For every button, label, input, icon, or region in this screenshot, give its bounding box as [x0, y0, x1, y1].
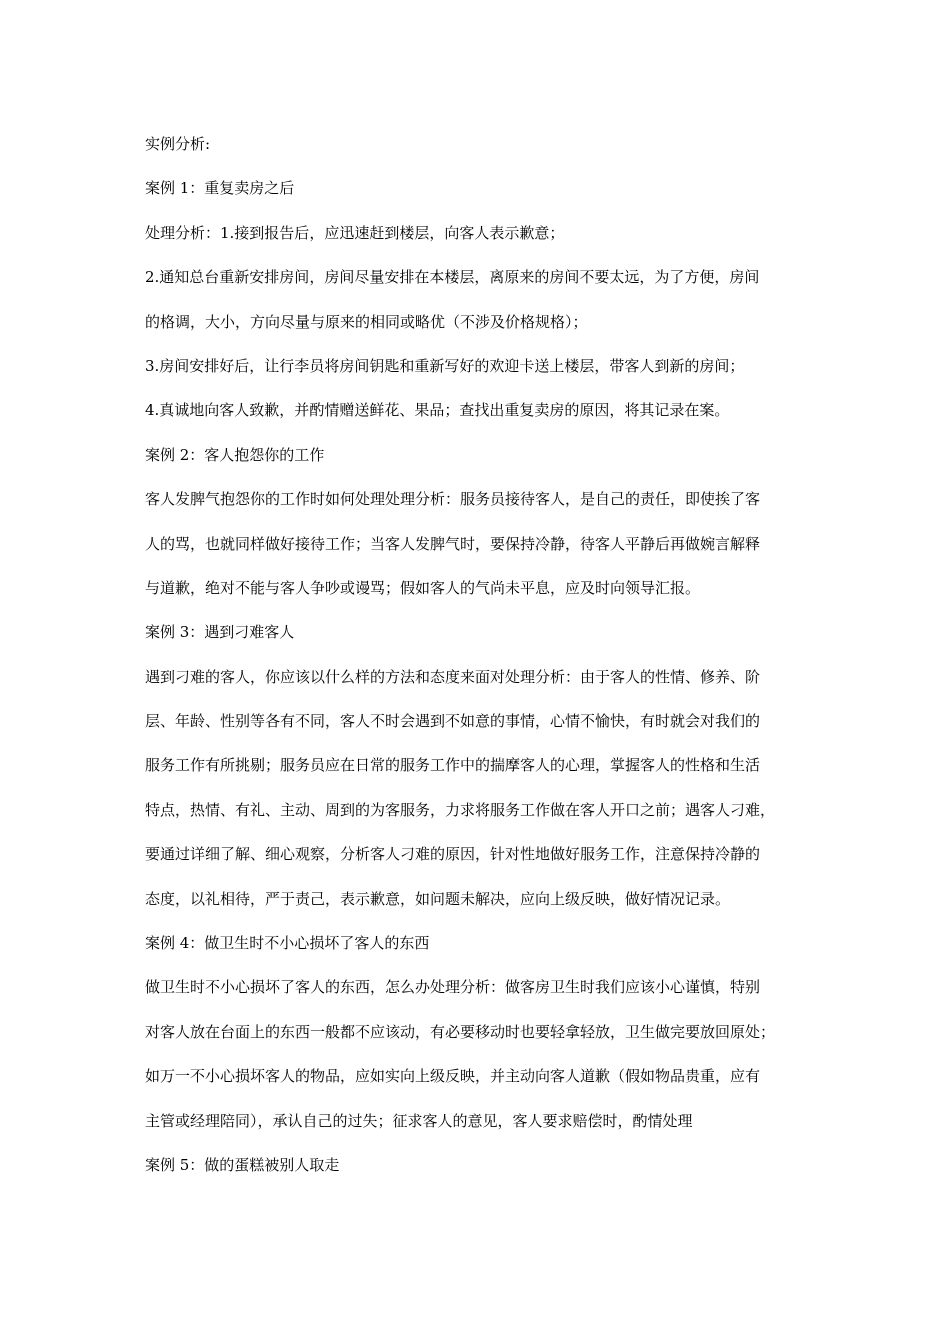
paragraph-line: 客人发脾气抱怨你的工作时如何处理处理分析：服务员接待客人，是自己的责任，即使挨了客 — [145, 490, 761, 509]
paragraph-line: 4.真诚地向客人致歉，并酌情赠送鲜花、果品；查找出重复卖房的原因，将其记录在案。 — [145, 401, 730, 420]
paragraph-line: 态度，以礼相待，严于责己，表示歉意，如问题未解决，应向上级反映，做好情况记录。 — [145, 889, 731, 908]
paragraph-line: 特点，热情、有礼、主动、周到的为客服务，力求将服务工作做在客人开口之前；遇客人刁难， — [145, 800, 776, 819]
paragraph-line: 对客人放在台面上的东西一般都不应该动，有必要移动时也要轻拿轻放，卫生做完要放回原处； — [145, 1022, 776, 1041]
paragraph-line: 如万一不小心损坏客人的物品，应如实向上级反映，并主动向客人道歉（假如物品贵重，应有 — [145, 1067, 761, 1086]
case-title: 案例 3：遇到刁难客人 — [145, 623, 295, 642]
paragraph-line: 3.房间安排好后，让行李员将房间钥匙和重新写好的欢迎卡送上楼层，带客人到新的房间； — [145, 356, 745, 375]
case-title: 案例 5：做的蛋糕被别人取走 — [145, 1155, 340, 1174]
paragraph-line: 服务工作有所挑剔；服务员应在日常的服务工作中的揣摩客人的心理，掌握客人的性格和生活 — [145, 756, 761, 775]
paragraph-line: 主管或经理陪同），承认自己的过失；征求客人的意见，客人要求赔偿时，酌情处理 — [145, 1111, 693, 1130]
case-title: 案例 1：重复卖房之后 — [145, 179, 295, 198]
document-body — [145, 122, 805, 1187]
paragraph-line: 的格调，大小，方向尽量与原来的相同或略优（不涉及价格规格）； — [145, 312, 588, 331]
paragraph-line: 与道歉，绝对不能与客人争吵或谩骂；假如客人的气尚未平息，应及时向领导汇报。 — [145, 578, 701, 597]
paragraph-line: 层、年龄、性别等各有不同，客人不时会遇到不如意的事情，心情不愉快，有时就会对我们的 — [145, 712, 761, 731]
case-title: 案例 2：客人抱怨你的工作 — [145, 445, 325, 464]
paragraph-line: 人的骂，也就同样做好接待工作；当客人发脾气时，要保持冷静，待客人平静后再做婉言解释 — [145, 534, 761, 553]
paragraph-line: 2.通知总台重新安排房间，房间尽量安排在本楼层，离原来的房间不要太远，为了方便，房间 — [145, 268, 760, 287]
paragraph-line: 做卫生时不小心损坏了客人的东西，怎么办处理分析：做客房卫生时我们应该小心谨慎，特别 — [145, 978, 761, 997]
section-heading: 实例分析: — [145, 135, 211, 153]
paragraph-line: 要通过详细了解、细心观察，分析客人刁难的原因，针对性地做好服务工作，注意保持冷静的 — [145, 845, 761, 864]
case-title: 案例 4：做卫生时不小心损坏了客人的东西 — [145, 934, 430, 953]
paragraph-line: 处理分析：1.接到报告后，应迅速赶到楼层，向客人表示歉意； — [145, 223, 565, 242]
paragraph-line: 遇到刁难的客人，你应该以什么样的方法和态度来面对处理分析：由于客人的性情、修养、阶 — [145, 667, 761, 686]
